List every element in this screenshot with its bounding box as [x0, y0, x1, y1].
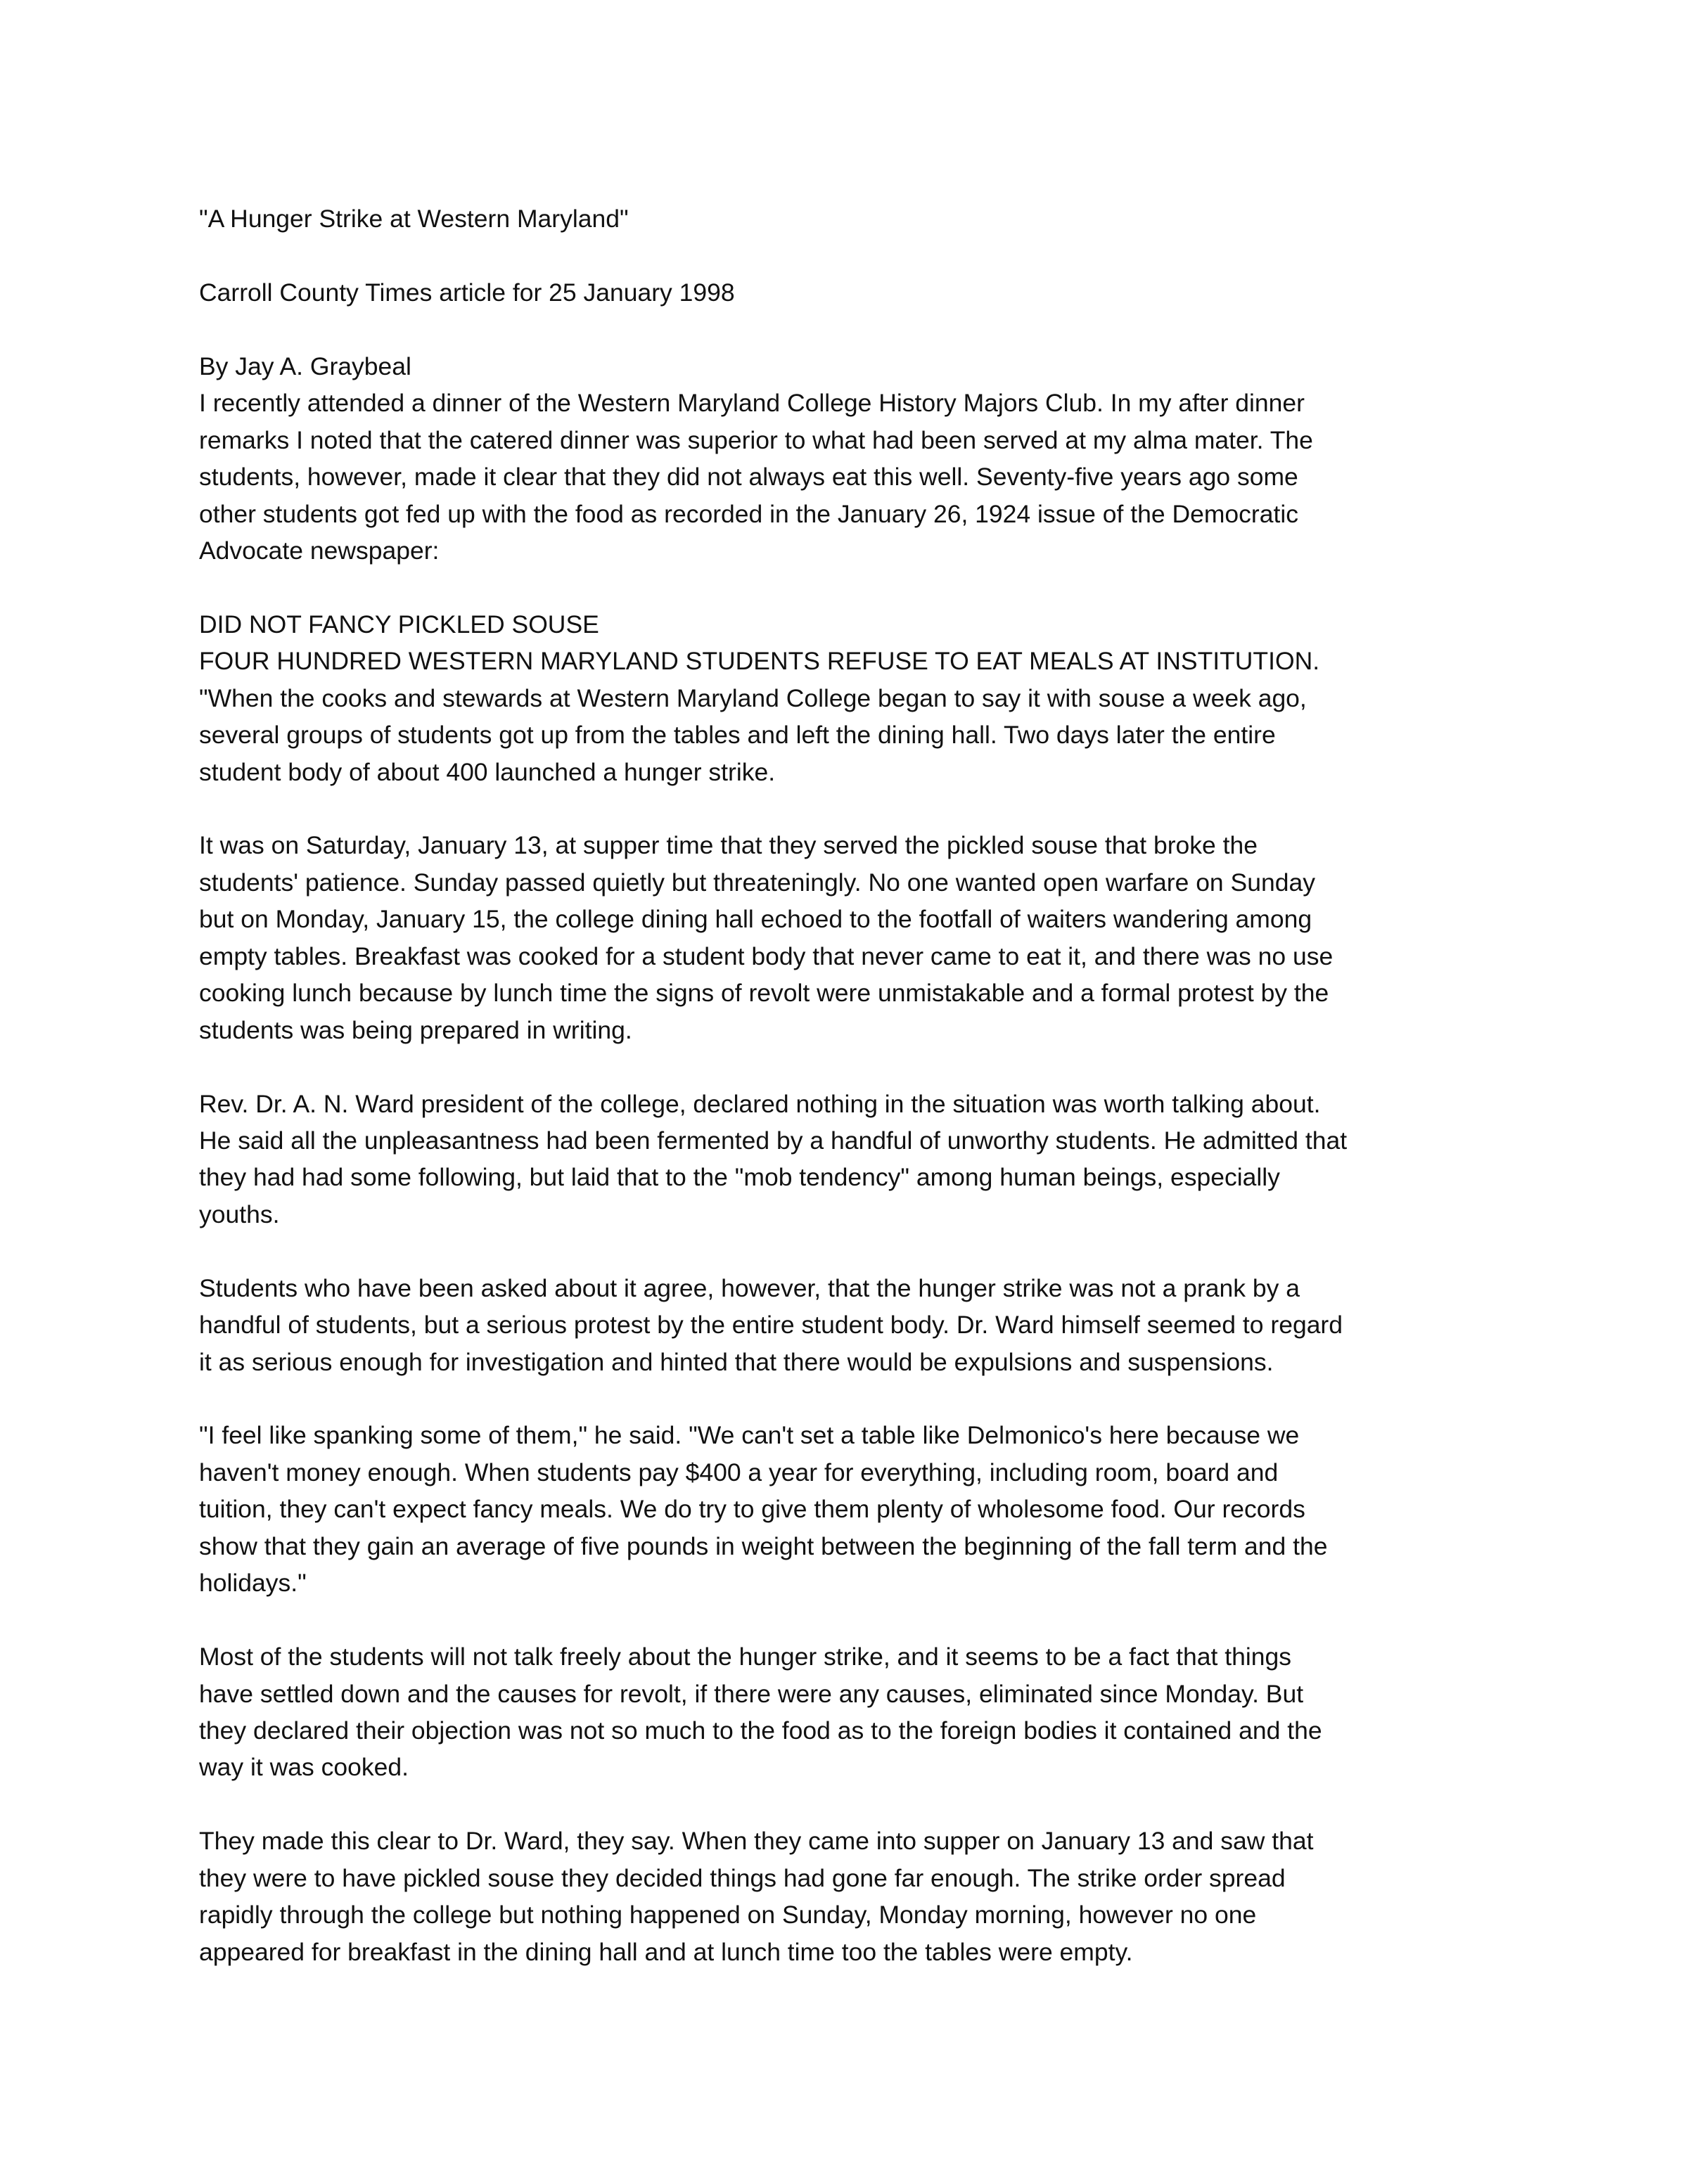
text-line: youths.	[199, 1200, 280, 1228]
text-line: student body of about 400 launched a hunger strike.	[199, 757, 776, 786]
text-line: DID NOT FANCY PICKLED SOUSE	[199, 610, 599, 638]
text-line: handful of students, but a serious protest by the entire student body. Dr. Ward himself seemed to regard	[199, 1311, 1343, 1340]
text-line: tuition, they can't expect fancy meals. We do try to give them plenty of wholesome food. Our records	[199, 1495, 1305, 1524]
text-line: FOUR HUNDRED WESTERN MARYLAND STUDENTS REFUSE TO EAT MEALS AT INSTITUTION.	[199, 647, 1320, 676]
text-line: holidays."	[199, 1569, 307, 1598]
text-line: cooking lunch because by lunch time the signs of revolt were unmistakable and a formal protest by the	[199, 979, 1329, 1008]
text-line: "When the cooks and stewards at Western Maryland College began to say it with souse a week ago,	[199, 683, 1307, 712]
article-document	[199, 200, 1347, 1970]
text-line: appeared for breakfast in the dining hall and at lunch time too the tables were empty.	[199, 1937, 1133, 1966]
text-line: I recently attended a dinner of the Western Maryland College History Majors Club. In my after dinner	[199, 389, 1305, 418]
headline-paragraph	[199, 606, 1347, 790]
article-source: Carroll County Times article for 25 January 1998	[199, 278, 735, 307]
text-line: remarks I noted that the catered dinner was superior to what had been served at my alma mater. The	[199, 425, 1313, 454]
text-line: but on Monday, January 15, the college dining hall echoed to the footfall of waiters wandering among	[199, 905, 1312, 934]
body-paragraph	[199, 1417, 1347, 1601]
spacer	[199, 790, 1347, 827]
spacer	[199, 1048, 1347, 1085]
text-line: students' patience. Sunday passed quietly but threateningly. No one wanted open warfare on Sunday	[199, 868, 1315, 897]
text-line: Advocate newspaper:	[199, 536, 440, 565]
text-line: they were to have pickled souse they decided things had gone far enough. The strike order spread	[199, 1863, 1286, 1892]
intro-paragraph	[199, 385, 1347, 569]
text-line: other students got fed up with the food as recorded in the January 26, 1924 issue of the Democratic	[199, 499, 1298, 528]
spacer	[199, 1786, 1347, 1823]
text-line: empty tables. Breakfast was cooked for a student body that never came to eat it, and there was no use	[199, 942, 1334, 970]
body-paragraph	[199, 1823, 1347, 1970]
spacer	[199, 569, 1347, 605]
spacer	[199, 1602, 1347, 1638]
article-byline: By Jay A. Graybeal	[199, 352, 411, 380]
text-line: several groups of students got up from the tables and left the dining hall. Two days later the entire	[199, 721, 1276, 750]
text-line: they had had some following, but laid that to the "mob tendency" among human beings, especially	[199, 1163, 1280, 1192]
text-line: They made this clear to Dr. Ward, they say. When they came into supper on January 13 and saw that	[199, 1827, 1314, 1856]
spacer	[199, 237, 1347, 274]
text-line: show that they gain an average of five pounds in weight between the beginning of the fall term and the	[199, 1531, 1328, 1560]
text-line: Students who have been asked about it agree, however, that the hunger strike was not a prank by a	[199, 1273, 1300, 1302]
spacer	[199, 311, 1347, 347]
text-line: Rev. Dr. A. N. Ward president of the college, declared nothing in the situation was worth talking about.	[199, 1089, 1321, 1118]
article-body	[199, 385, 1347, 1970]
article-title: "A Hunger Strike at Western Maryland"	[199, 205, 629, 233]
body-paragraph	[199, 1638, 1347, 1786]
body-paragraph	[199, 827, 1347, 1048]
text-line: way it was cooked.	[199, 1753, 409, 1782]
text-line: have settled down and the causes for revolt, if there were any causes, eliminated since Monday. But	[199, 1679, 1304, 1708]
spacer	[199, 1380, 1347, 1417]
text-line: haven't money enough. When students pay $400 a year for everything, including room, board and	[199, 1458, 1279, 1486]
text-line: rapidly through the college but nothing happened on Sunday, Monday morning, however no one	[199, 1901, 1257, 1929]
text-line: students was being prepared in writing.	[199, 1015, 632, 1044]
text-line: students, however, made it clear that they did not always eat this well. Seventy-five years ago some	[199, 463, 1298, 492]
text-line: Most of the students will not talk freely about the hunger strike, and it seems to be a fact that things	[199, 1643, 1291, 1671]
text-line: He said all the unpleasantness had been fermented by a handful of unworthy students. He admitted that	[199, 1126, 1348, 1155]
text-line: "I feel like spanking some of them," he said. "We can't set a table like Delmonico's here because we	[199, 1421, 1300, 1450]
body-paragraph	[199, 1270, 1347, 1380]
spacer	[199, 1233, 1347, 1269]
text-line: it as serious enough for investigation and hinted that there would be expulsions and suspensions.	[199, 1347, 1274, 1376]
body-paragraph	[199, 1086, 1347, 1233]
text-line: they declared their objection was not so much to the food as to the foreign bodies it contained and the	[199, 1716, 1322, 1745]
text-line: It was on Saturday, January 13, at supper time that they served the pickled souse that broke the	[199, 831, 1258, 860]
